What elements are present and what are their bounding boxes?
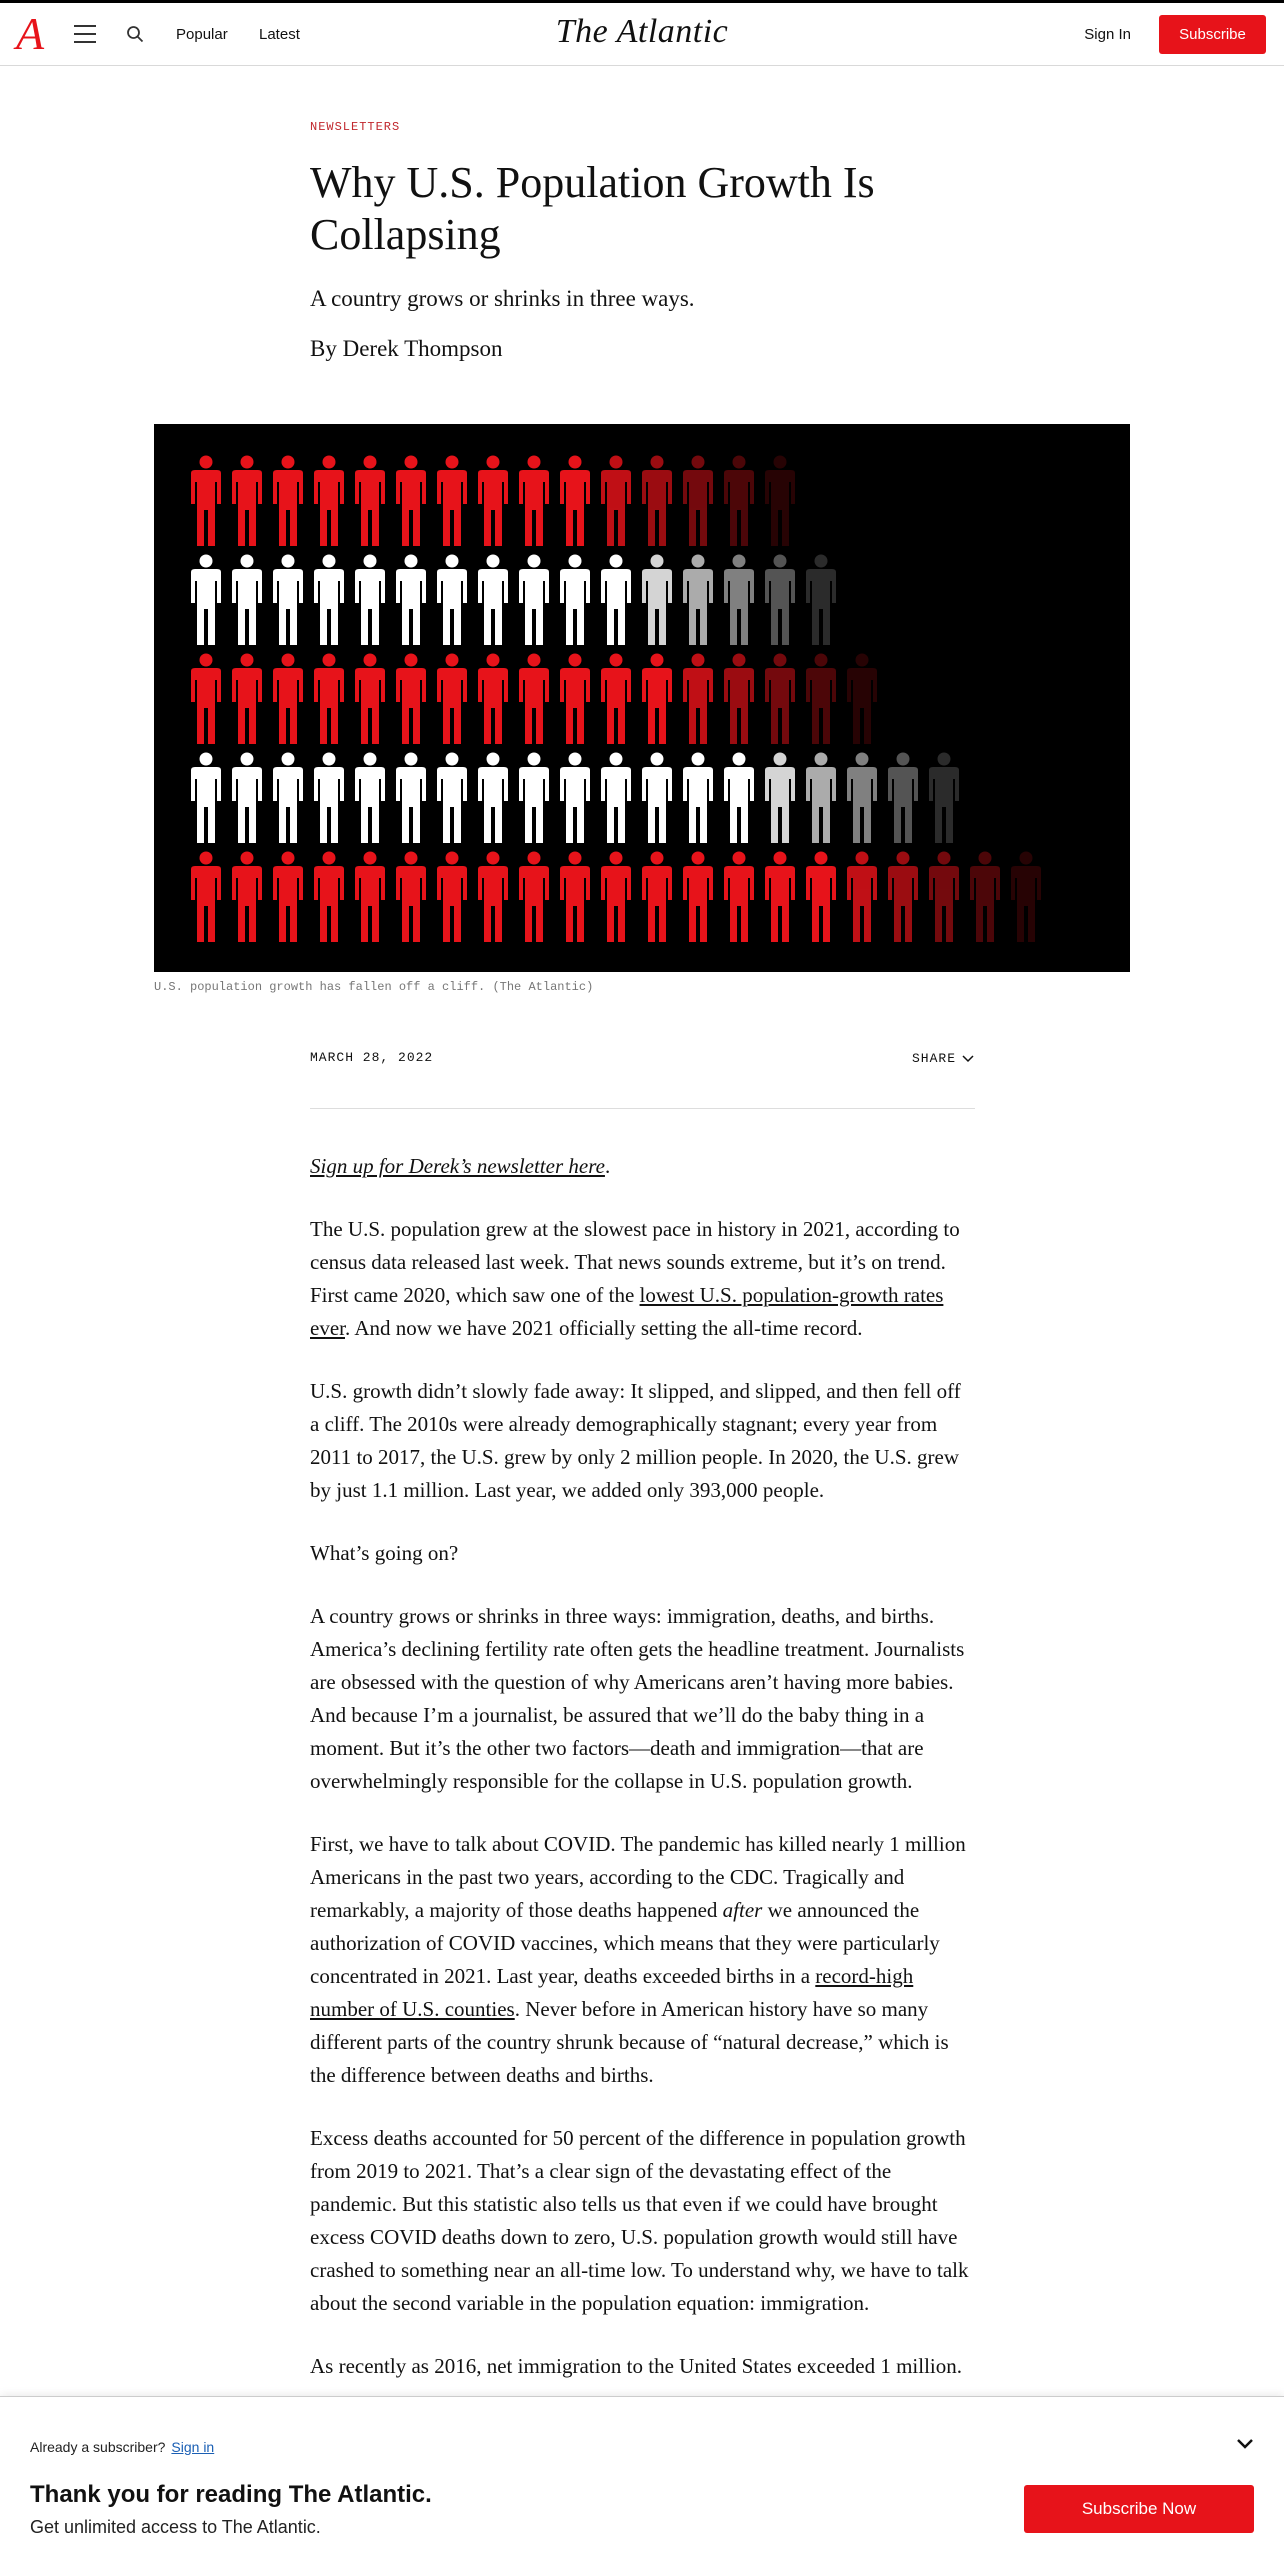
divider: [310, 1108, 975, 1109]
atlantic-logo[interactable]: A: [16, 8, 45, 59]
person-figure-icon: [888, 852, 918, 943]
person-figure-icon: [519, 852, 549, 943]
person-figure-icon: [232, 555, 262, 646]
person-figure-icon: [683, 654, 713, 745]
person-figure-icon: [601, 555, 631, 646]
person-figure-icon: [273, 456, 303, 547]
person-figure-icon: [355, 555, 385, 646]
person-figure-icon: [806, 555, 836, 646]
chevron-down-icon: [962, 1055, 974, 1063]
person-figure-icon: [601, 852, 631, 943]
person-figure-icon: [642, 654, 672, 745]
person-figure-icon: [478, 555, 508, 646]
article-body: [310, 1150, 975, 2446]
hamburger-menu-icon[interactable]: [74, 25, 96, 43]
person-figure-icon: [519, 753, 549, 844]
person-figure-icon: [642, 852, 672, 943]
publish-date: MARCH 28, 2022: [310, 1050, 434, 1065]
paragraph-1: The U.S. population grew at the slowest pace in history in 2021, according to census data released last week. That news sounds extreme, but it’s on trend. First came 2020, which saw one of the lowest U.S. population-growth rates ever. And now we have 2021 officially setting the all-time record.: [310, 1217, 960, 1340]
paragraph-3: What’s going on?: [310, 1541, 459, 1565]
person-figure-icon: [847, 753, 877, 844]
person-figure-icon: [560, 852, 590, 943]
person-figure-icon: [437, 753, 467, 844]
person-figure-icon: [642, 555, 672, 646]
person-figure-icon: [642, 753, 672, 844]
person-figure-icon: [765, 555, 795, 646]
person-figure-icon: [396, 753, 426, 844]
person-figure-icon: [929, 852, 959, 943]
person-figure-icon: [765, 456, 795, 547]
population-growth-link[interactable]: lowest U.S. population-growth rates ever: [310, 1283, 944, 1340]
person-figure-icon: [970, 852, 1000, 943]
person-figure-icon: [765, 654, 795, 745]
person-figure-icon: [396, 852, 426, 943]
person-figure-icon: [642, 456, 672, 547]
person-figure-icon: [724, 852, 754, 943]
population-figures-graphic: [154, 424, 1130, 972]
subscribe-banner: [0, 2396, 1284, 2568]
banner-subtitle: Get unlimited access to The Atlantic.: [30, 2517, 321, 2537]
author-link[interactable]: Derek Thompson: [342, 336, 503, 361]
person-figure-icon: [191, 555, 221, 646]
person-figure-icon: [806, 852, 836, 943]
image-caption: U.S. population growth has fallen off a cliff. (The Atlantic): [154, 980, 594, 994]
person-figure-icon: [314, 456, 344, 547]
person-figure-icon: [560, 456, 590, 547]
person-figure-icon: [191, 852, 221, 943]
person-figure-icon: [273, 555, 303, 646]
person-figure-icon: [601, 456, 631, 547]
person-figure-icon: [806, 654, 836, 745]
person-figure-icon: [806, 753, 836, 844]
sign-in-link[interactable]: Sign In: [1084, 26, 1131, 43]
person-figure-icon: [724, 753, 754, 844]
person-figure-icon: [683, 456, 713, 547]
paragraph-5: First, we have to talk about COVID. The pandemic has killed nearly 1 million Americans in the past two years, according to the CDC. Tragically and remarkably, a majority of those deaths happened after we announced the authorization of COVID vaccines, which means that they were particularly concentrated in 2021. Last year, deaths exceeded births in a record-high number of U.S. counties. Never before in American history have so many different parts of the country shrunk because of “natural decrease,” which is the difference between deaths and births.: [310, 1832, 966, 2087]
person-figure-icon: [724, 555, 754, 646]
newsletter-signup-link[interactable]: Sign up for Derek’s newsletter here: [310, 1154, 605, 1178]
person-figure-icon: [683, 753, 713, 844]
person-figure-icon: [355, 456, 385, 547]
article-dek: A country grows or shrinks in three ways.: [310, 286, 695, 311]
person-figure-icon: [683, 555, 713, 646]
person-figure-icon: [478, 753, 508, 844]
person-figure-icon: [396, 654, 426, 745]
paragraph-4: A country grows or shrinks in three ways: immigration, deaths, and births. America’s declining fertility rate often gets the headline treatment. Journalists are obsessed with the question of why Americans aren’t having more babies. And because I’m a journalist, be assured that we’ll do the baby thing in a moment. But it’s the other two factors—death and immigration—that are overwhelmingly responsible for the collapse in U.S. population growth.: [310, 1604, 965, 1793]
person-figure-icon: [724, 456, 754, 547]
person-figure-icon: [273, 852, 303, 943]
counties-link[interactable]: record-high number of U.S. counties: [310, 1964, 914, 2021]
person-figure-icon: [355, 654, 385, 745]
person-figure-icon: [314, 753, 344, 844]
share-label: SHARE: [912, 1051, 957, 1066]
person-figure-icon: [191, 753, 221, 844]
person-figure-icon: [478, 852, 508, 943]
person-figure-icon: [232, 753, 262, 844]
paragraph-7: As recently as 2016, net immigration to the United States exceeded 1 million.: [310, 2354, 963, 2378]
hero-illustration: [154, 424, 1130, 972]
byline-prefix: By: [310, 336, 337, 361]
already-subscriber: Already a subscriber? Sign in: [30, 2439, 215, 2455]
person-figure-icon: [765, 753, 795, 844]
article-title: Why U.S. Population Growth Is Collapsing: [310, 158, 875, 259]
person-figure-icon: [724, 654, 754, 745]
subscribe-now-button[interactable]: Subscribe Now: [1024, 2485, 1254, 2533]
person-figure-icon: [847, 852, 877, 943]
person-figure-icon: [314, 852, 344, 943]
site-header: [0, 3, 1284, 66]
person-figure-icon: [314, 555, 344, 646]
subscribe-button[interactable]: Subscribe: [1159, 15, 1266, 54]
person-figure-icon: [560, 753, 590, 844]
person-figure-icon: [519, 654, 549, 745]
person-figure-icon: [683, 852, 713, 943]
brand-wordmark[interactable]: The Atlantic: [555, 13, 729, 50]
person-figure-icon: [765, 852, 795, 943]
person-figure-icon: [437, 654, 467, 745]
section-kicker[interactable]: NEWSLETTERS: [310, 120, 401, 134]
person-figure-icon: [232, 654, 262, 745]
person-figure-icon: [232, 456, 262, 547]
person-figure-icon: [437, 555, 467, 646]
banner-sign-in-link[interactable]: Sign in: [171, 2439, 215, 2455]
banner-title: Thank you for reading The Atlantic.: [30, 2481, 432, 2508]
person-figure-icon: [519, 456, 549, 547]
person-figure-icon: [396, 555, 426, 646]
person-figure-icon: [191, 654, 221, 745]
person-figure-icon: [601, 753, 631, 844]
byline: [310, 333, 975, 365]
person-figure-icon: [560, 555, 590, 646]
person-figure-icon: [396, 456, 426, 547]
person-figure-icon: [314, 654, 344, 745]
person-figure-icon: [519, 555, 549, 646]
person-figure-icon: [437, 456, 467, 547]
person-figure-icon: [601, 654, 631, 745]
paragraph-6: Excess deaths accounted for 50 percent of the difference in population growth from 2019 to 2021. That’s a clear sign of the devastating effect of the pandemic. But this statistic also tells us that even if we could have brought excess COVID deaths down to zero, U.S. population growth would still have crashed to something near an all-time low. To understand why, we have to talk about the second variable in the population equation: immigration.: [310, 2126, 969, 2315]
person-figure-icon: [273, 753, 303, 844]
person-figure-icon: [478, 654, 508, 745]
person-figure-icon: [929, 753, 959, 844]
search-icon[interactable]: [126, 25, 144, 43]
person-figure-icon: [1011, 852, 1041, 943]
person-figure-icon: [847, 654, 877, 745]
person-figure-icon: [273, 654, 303, 745]
person-figure-icon: [191, 456, 221, 547]
person-figure-icon: [232, 852, 262, 943]
newsletter-signup: Sign up for Derek’s newsletter here.: [310, 1154, 611, 1178]
paragraph-2: U.S. growth didn’t slowly fade away: It slipped, and slipped, and then fell off a cliff. The 2010s were already demographically stagnant; every year from 2011 to 2017, the U.S. grew by only 2 million people. In 2020, the U.S. grew by just 1.1 million. Last year, we added only 393,000 people.: [310, 1379, 961, 1502]
person-figure-icon: [560, 654, 590, 745]
nav-latest[interactable]: Latest: [259, 26, 300, 43]
person-figure-icon: [355, 852, 385, 943]
person-figure-icon: [478, 456, 508, 547]
person-figure-icon: [888, 753, 918, 844]
chevron-down-icon[interactable]: [1234, 2433, 1256, 2455]
person-figure-icon: [355, 753, 385, 844]
share-button[interactable]: [912, 1051, 974, 1066]
person-figure-icon: [437, 852, 467, 943]
nav-popular[interactable]: Popular: [176, 26, 228, 43]
